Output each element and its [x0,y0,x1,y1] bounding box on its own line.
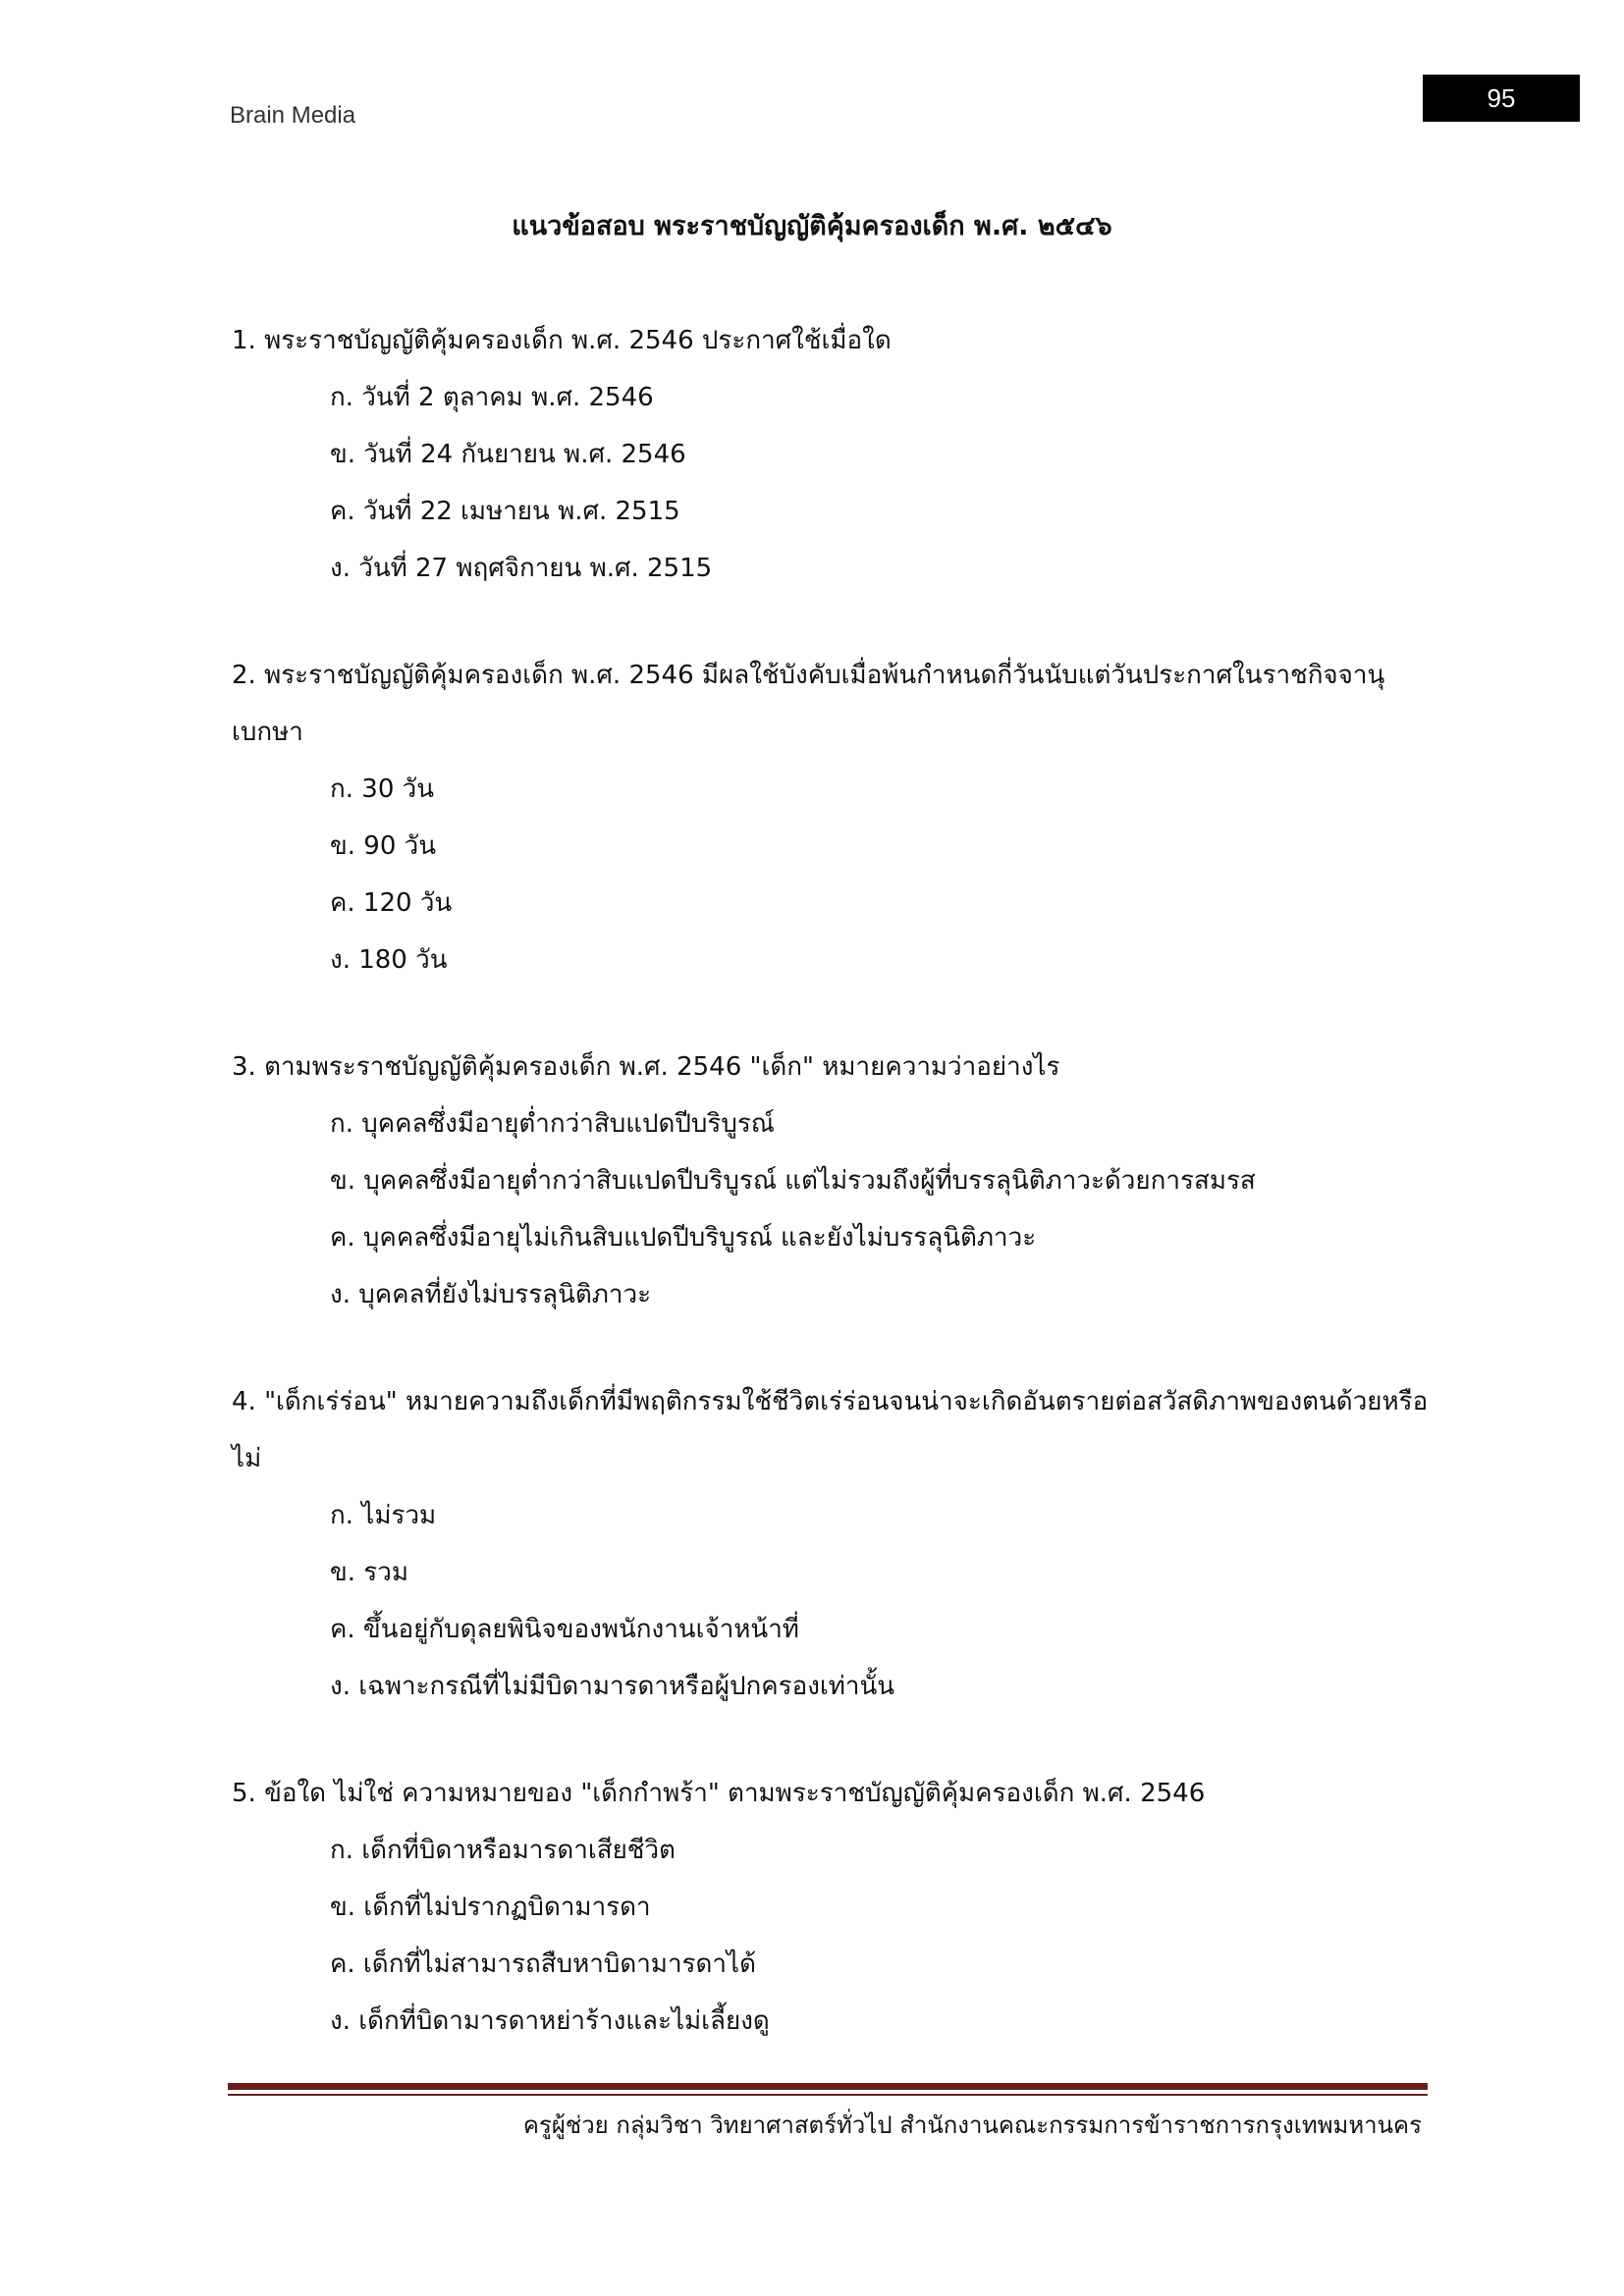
question-text: 1. พระราชบัญญัติคุ้มครองเด็ก พ.ศ. 2546 ประกาศใช้เมื่อใด [232,326,892,355]
choice-c: ค. 120 วัน [330,888,453,918]
choice-d: ง. บุคคลที่ยังไม่บรรลุนิติภาวะ [330,1280,652,1309]
question-4 [232,1373,1439,1715]
choice-a: ก. 30 วัน [330,774,434,804]
question-1 [232,312,1439,597]
question-text: 4. "เด็กเร่ร่อน" หมายความถึงเด็กที่มีพฤติกรรมใช้ชีวิตเร่ร่อนจนน่าจะเกิดอันตรายต่อสวัสดิภาพของตนด้วยหรือไม่ [232,1387,1429,1473]
choice-b: ข. รวม [330,1558,409,1587]
choice-d: ง. วันที่ 27 พฤศจิกายน พ.ศ. 2515 [330,554,713,583]
page-number: 95 [1487,83,1516,113]
choice-c: ค. บุคคลซึ่งมีอายุไม่เกินสิบแปดปีบริบูรณ์ และยังไม่บรรลุนิติภาวะ [330,1223,1037,1253]
choice-d: ง. 180 วัน [330,945,448,975]
choice-c: ค. เด็กที่ไม่สามารถสืบหาบิดามารดาได้ [330,1949,756,1979]
footer-divider-thin [228,2094,1428,2096]
document-title: แนวข้อสอบ พระราชบัญญัติคุ้มครองเด็ก พ.ศ. ๒๕๔๖ [512,211,1112,241]
brand-label: Brain Media [230,102,356,129]
question-list [232,312,1439,2100]
question-text: 5. ข้อใด ไม่ใช่ ความหมายของ "เด็กกำพร้า" ตามพระราชบัญญัติคุ้มครองเด็ก พ.ศ. 2546 [232,1779,1206,1808]
choice-d: ง. เด็กที่บิดามารดาหย่าร้างและไม่เลี้ยงดู [330,2006,770,2036]
question-5 [232,1765,1439,2050]
choice-d: ง. เฉพาะกรณีที่ไม่มีบิดามารดาหรือผู้ปกครองเท่านั้น [330,1672,895,1701]
choice-a: ก. ไม่รวม [330,1501,437,1530]
question-2 [232,647,1439,988]
question-3 [232,1039,1439,1323]
choice-b: ข. บุคคลซึ่งมีอายุต่ำกว่าสิบแปดปีบริบูรณ์ แต่ไม่รวมถึงผู้ที่บรรลุนิติภาวะด้วยการสมรส [330,1166,1256,1196]
choice-a: ก. เด็กที่บิดาหรือมารดาเสียชีวิต [330,1836,676,1865]
footer-divider [228,2083,1428,2090]
choice-b: ข. วันที่ 24 กันยายน พ.ศ. 2546 [330,440,686,469]
choice-c: ค. วันที่ 22 เมษายน พ.ศ. 2515 [330,497,680,526]
choice-c: ค. ขึ้นอยู่กับดุลยพินิจของพนักงานเจ้าหน้าที่ [330,1615,799,1644]
question-text: 2. พระราชบัญญัติคุ้มครองเด็ก พ.ศ. 2546 มีผลใช้บังคับเมื่อพ้นกำหนดกี่วันนับแต่วันประกาศในราชกิจจานุเบกษา [232,661,1385,747]
choice-a: ก. บุคคลซึ่งมีอายุต่ำกว่าสิบแปดปีบริบูรณ์ [330,1109,775,1139]
choice-b: ข. 90 วัน [330,831,437,861]
page-number-box [1423,75,1580,122]
choice-b: ข. เด็กที่ไม่ปรากฏบิดามารดา [330,1893,651,1922]
question-text: 3. ตามพระราชบัญญัติคุ้มครองเด็ก พ.ศ. 2546 "เด็ก" หมายความว่าอย่างไร [232,1052,1060,1082]
footer-text: ครูผู้ช่วย กลุ่มวิชา วิทยาศาสตร์ทั่วไป สำนักงานคณะกรรมการข้าราชการกรุงเทพมหานคร [522,2111,1422,2139]
choice-a: ก. วันที่ 2 ตุลาคม พ.ศ. 2546 [330,383,654,412]
